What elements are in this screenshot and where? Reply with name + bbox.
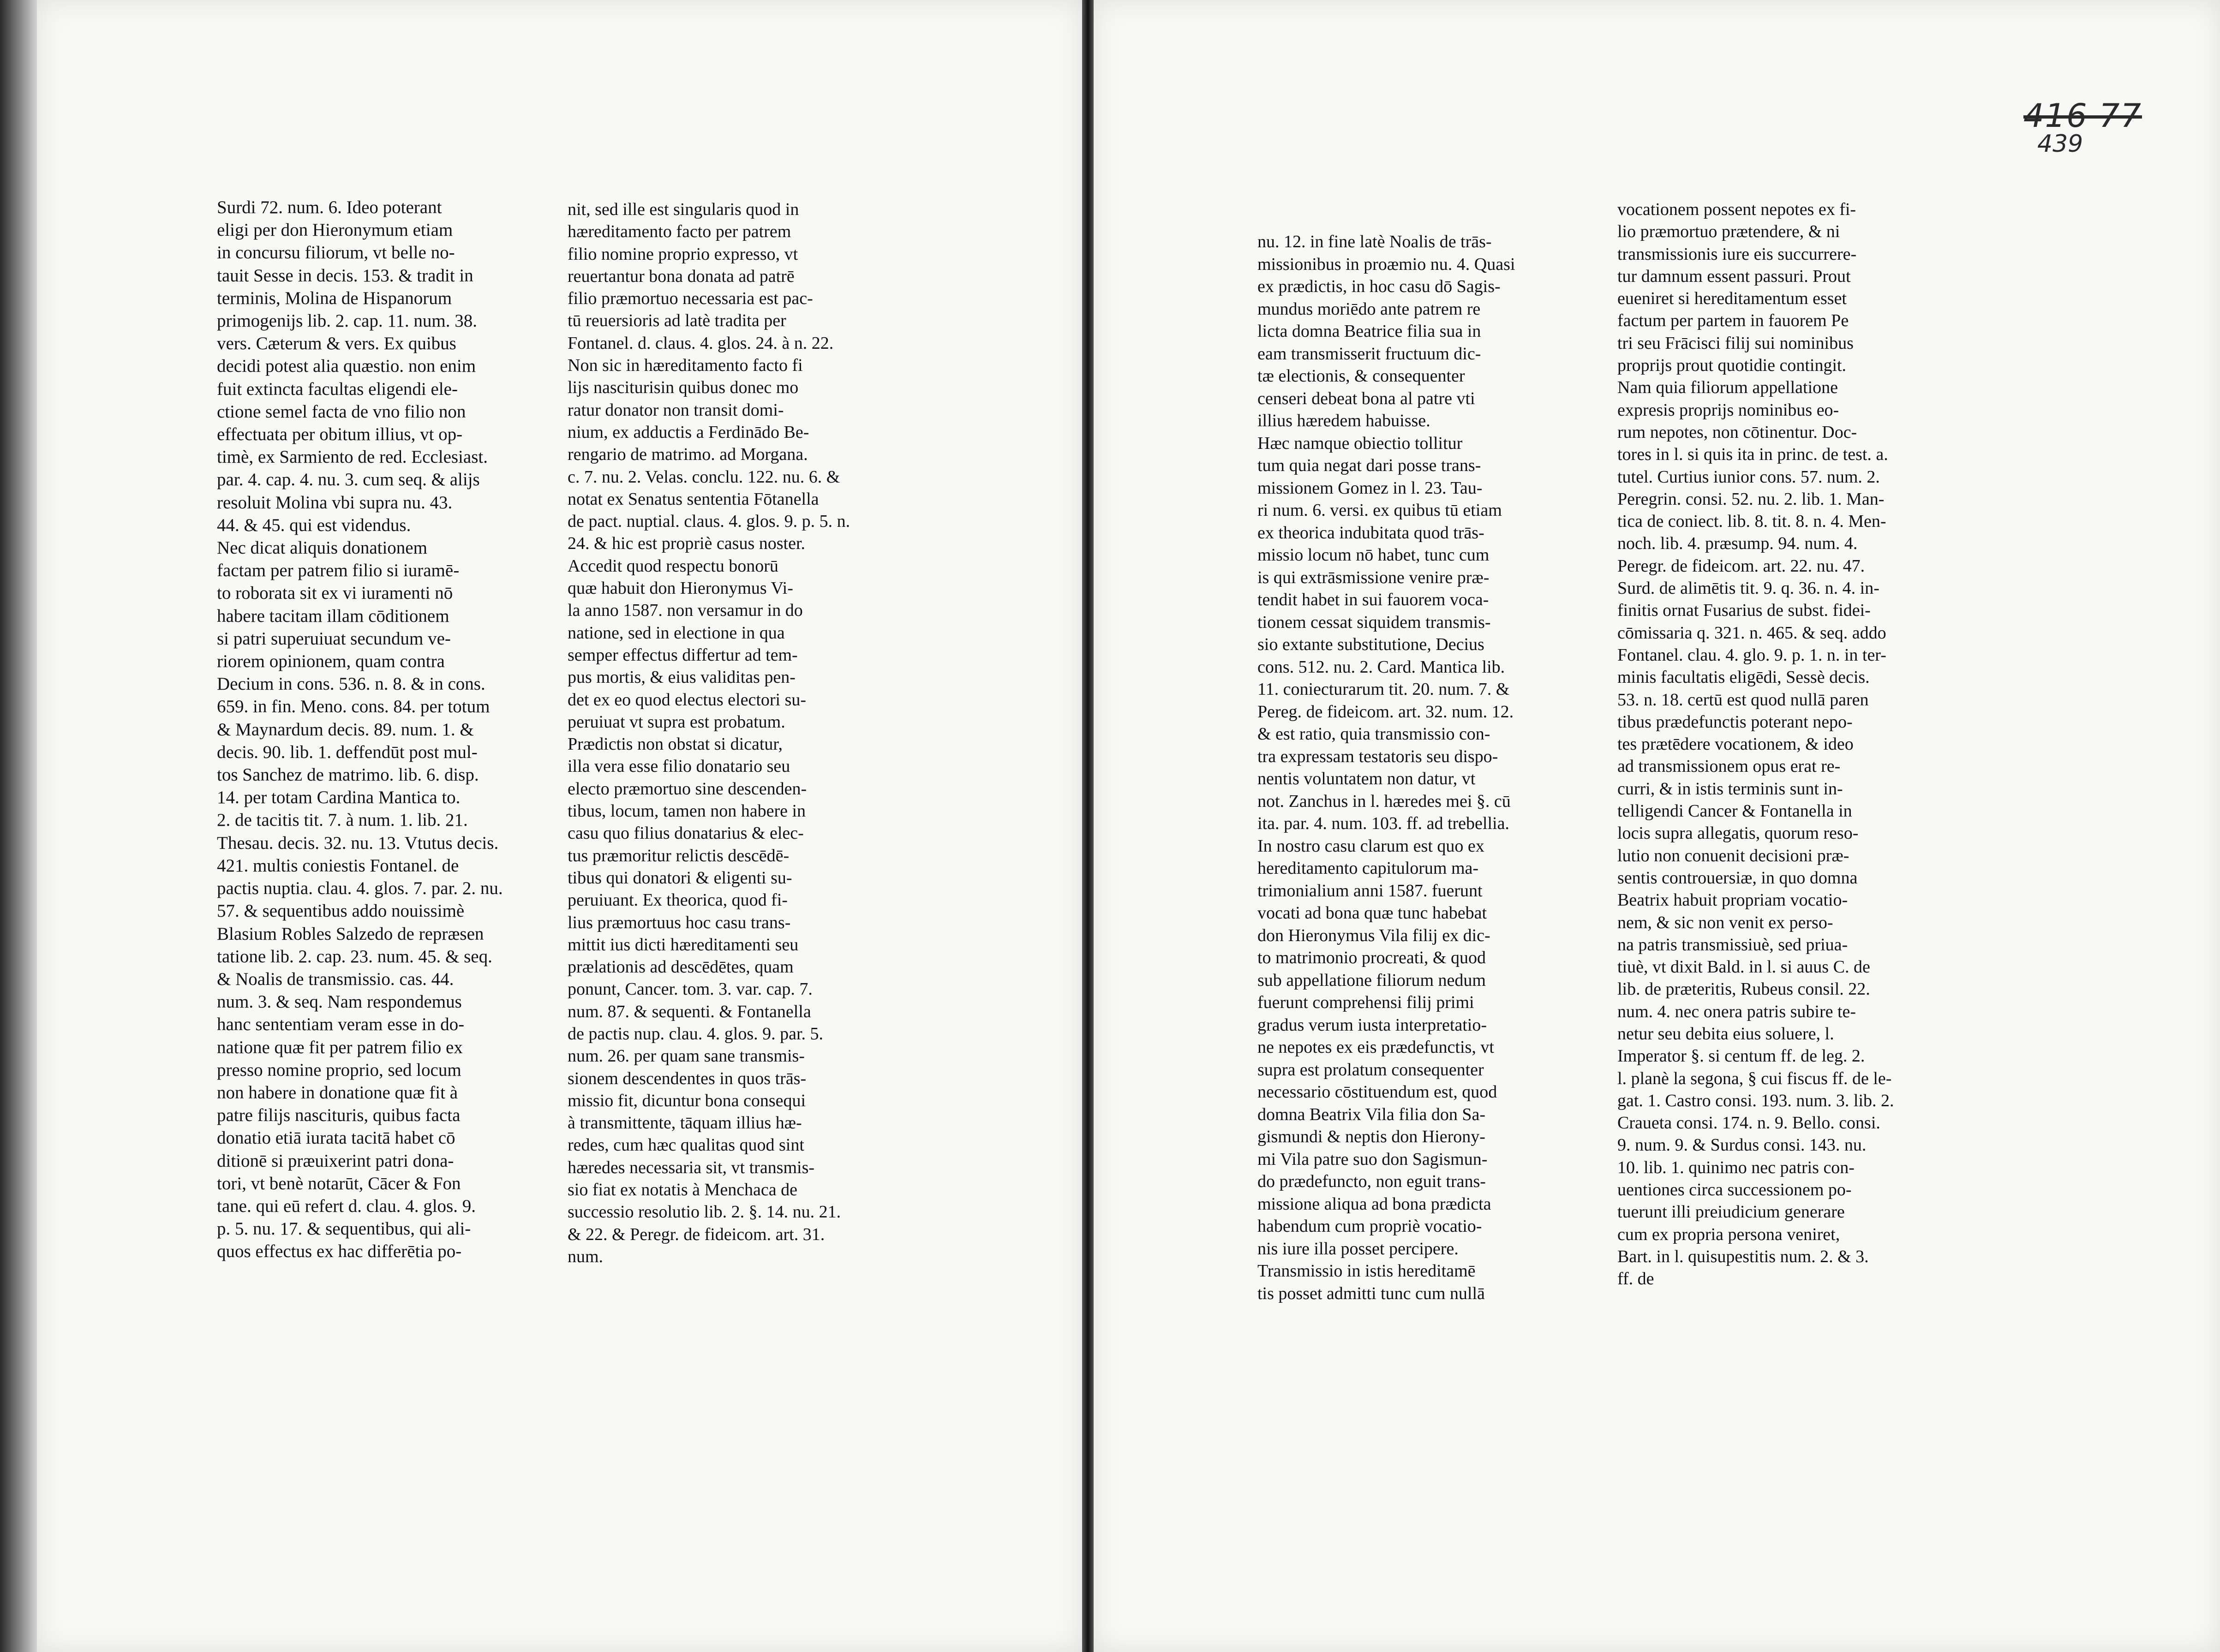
- text-line: hereditamento capitulorum ma-: [1257, 859, 1479, 878]
- text-line: Blasium Robles Salzedo de repræsen: [217, 924, 484, 944]
- text-line: num.: [568, 1246, 604, 1266]
- text-line: 44. & 45. qui est videndus.: [217, 515, 411, 535]
- text-line: notat ex Senatus sententia Fōtanella: [568, 489, 819, 509]
- text-line: de pactis nup. clau. 4. glos. 9. par. 5.: [568, 1024, 824, 1044]
- text-line: Beatrix habuit propriam vocatio-: [1617, 890, 1848, 910]
- text-line: mittit ius dicti hæreditamenti seu: [568, 935, 799, 954]
- text-line: sionem descendentes in quos trās-: [568, 1068, 807, 1088]
- text-line: par. 4. cap. 4. nu. 3. cum seq. & alijs: [217, 470, 480, 490]
- text-line: hæredes necessaria sit, vt transmis-: [568, 1157, 815, 1177]
- text-line: Prædictis non obstat si dicatur,: [568, 734, 783, 754]
- text-line: decis. 90. lib. 1. deffendūt post mul-: [217, 742, 478, 762]
- text-line: tum quia negat dari posse trans-: [1257, 456, 1481, 475]
- text-line: p. 5. nu. 17. & sequentibus, qui ali-: [217, 1219, 471, 1239]
- text-line: in concursu filiorum, vt belle no-: [217, 243, 455, 263]
- text-line: tæ electionis, & consequenter: [1257, 366, 1465, 386]
- text-line: de pact. nuptial. claus. 4. glos. 9. p. 5. n.: [568, 512, 850, 531]
- text-line: det ex eo quod electus electori su-: [568, 690, 807, 710]
- text-line: filio præmortuo necessaria est pac-: [568, 289, 813, 309]
- text-line: à transmittente, tāquam illius hæ-: [568, 1113, 802, 1133]
- text-line: habere tacitam illam cōditionem: [217, 606, 449, 626]
- text-line: domna Beatrix Vila filia don Sa-: [1257, 1104, 1486, 1124]
- text-line: tibus, locum, tamen non habere in: [568, 801, 806, 821]
- text-line: Peregrin. consi. 52. nu. 2. lib. 1. Man-: [1617, 489, 1885, 509]
- text-line: 53. n. 18. certū est quod nullā paren: [1617, 690, 1869, 710]
- folio-old-number: 416 77: [2023, 97, 2142, 135]
- text-line: lutio non conuenit decisioni præ-: [1617, 846, 1849, 865]
- text-line: riorem opinionem, quam contra: [217, 651, 445, 672]
- folio-new-number: 439: [2037, 130, 2083, 158]
- text-line: reuertantur bona donata ad patrē: [568, 266, 795, 286]
- text-line: tibus prædefunctis poterant nepo-: [1617, 712, 1853, 732]
- text-line: ne nepotes ex eis prædefunctis, vt: [1257, 1038, 1494, 1057]
- text-line: licta domna Beatrice filia sua in: [1257, 322, 1481, 341]
- text-line: timè, ex Sarmiento de red. Ecclesiast.: [217, 447, 488, 467]
- text-line: successio resolutio lib. 2. §. 14. nu. 21.: [568, 1202, 841, 1222]
- text-line: Surdi 72. num. 6. Ideo poterant: [217, 197, 442, 217]
- text-line: 2. de tacitis tit. 7. à num. 1. lib. 21.: [217, 810, 468, 830]
- text-line: rengario de matrimo. ad Morgana.: [568, 445, 808, 465]
- text-line: peruiuant. Ex theorica, quod fi-: [568, 890, 788, 910]
- text-line: casu quo filius donatarius & elec-: [568, 823, 804, 843]
- text-line: Surd. de alimētis tit. 9. q. 36. n. 4. in-: [1617, 578, 1879, 598]
- text-line: vocati ad bona quæ tunc habebat: [1257, 903, 1487, 923]
- text-line: peruiuat vt supra est probatum.: [568, 712, 785, 732]
- text-line: tutel. Curtius iunior cons. 57. num. 2.: [1617, 467, 1880, 487]
- text-line: tiuè, vt dixit Bald. in l. si auus C. de: [1617, 957, 1870, 977]
- text-line: Imperator §. si centum ff. de leg. 2.: [1617, 1046, 1865, 1066]
- text-line: prælationis ad descēdētes, quam: [568, 957, 794, 977]
- text-line: 57. & sequentibus addo nouissimè: [217, 901, 465, 921]
- text-line: na patris transmissiuè, sed priua-: [1617, 935, 1848, 954]
- text-line: tores in l. si quis ita in princ. de test. a.: [1617, 445, 1888, 465]
- text-line: num. 87. & sequenti. & Fontanella: [568, 1002, 811, 1021]
- text-line: missionibus in proæmio nu. 4. Quasi: [1257, 254, 1515, 274]
- text-line: nit, sed ille est singularis quod in: [568, 200, 799, 219]
- text-line: cōmissaria q. 321. n. 465. & seq. addo: [1617, 623, 1886, 643]
- text-line: Fontanel. d. claus. 4. glos. 24. à n. 22.: [568, 333, 834, 353]
- text-line: num. 3. & seq. Nam respondemus: [217, 992, 462, 1012]
- text-line: num. 4. nec onera patris subire te-: [1617, 1002, 1856, 1021]
- text-line: patre filijs nascituris, quibus facta: [217, 1105, 461, 1126]
- text-line: illa vera esse filio donatario seu: [568, 757, 790, 776]
- text-line: tis posset admitti tunc cum nullā: [1257, 1283, 1485, 1303]
- text-line: Bart. in l. quisupestitis num. 2. & 3.: [1617, 1246, 1869, 1266]
- text-line: quæ habuit don Hieronymus Vi-: [568, 578, 793, 598]
- text-line: mi Vila patre suo don Sagismun-: [1257, 1149, 1488, 1169]
- right-page-column-2: [1617, 198, 1959, 1290]
- text-line: decidi potest alia quæstio. non enim: [217, 356, 476, 376]
- text-line: nu. 12. in fine latè Noalis de trās-: [1257, 232, 1492, 251]
- text-line: eligi per don Hieronymum etiam: [217, 220, 453, 240]
- text-line: noch. lib. 4. præsump. 94. num. 4.: [1617, 534, 1858, 554]
- text-line: tionem cessat siquidem transmis-: [1257, 612, 1491, 632]
- text-line: ratur donator non transit domi-: [568, 400, 784, 420]
- text-line: nium, ex adductis a Ferdinādo Be-: [568, 422, 809, 442]
- text-line: presso nomine proprio, sed locum: [217, 1060, 461, 1080]
- text-line: missionem Gomez in l. 23. Tau-: [1257, 478, 1483, 498]
- text-line: tri seu Frācisci filij sui nominibus: [1617, 333, 1854, 353]
- text-line: semper effectus differtur ad tem-: [568, 645, 798, 665]
- text-line: vocationem possent nepotes ex fi-: [1617, 200, 1856, 219]
- text-line: cum ex propria persona veniret,: [1617, 1224, 1840, 1244]
- text-line: rum nepotes, non cōtinentur. Doc-: [1617, 422, 1857, 442]
- text-line: sio extante substitutione, Decius: [1257, 635, 1484, 654]
- text-line: 24. & hic est propriè casus noster.: [568, 534, 806, 554]
- text-line: nentis voluntatem non datur, vt: [1257, 769, 1476, 788]
- text-line: habendum cum propriè vocatio-: [1257, 1217, 1482, 1236]
- text-line: trimonialium anni 1587. fuerunt: [1257, 881, 1483, 901]
- text-line: & Noalis de transmissio. cas. 44.: [217, 969, 454, 989]
- folio-number: [2023, 97, 2142, 158]
- text-line: non habere in donatione quæ fit à: [217, 1082, 458, 1103]
- text-line: uentiones circa successionem po-: [1617, 1180, 1852, 1200]
- text-line: tra expressam testatoris seu dispo-: [1257, 746, 1498, 766]
- text-line: 14. per totam Cardina Mantica to.: [217, 787, 461, 808]
- text-line: to matrimonio procreati, & quod: [1257, 948, 1486, 967]
- left-page-column-1: [217, 196, 568, 1263]
- text-line: ditionē si præuixerint patri dona-: [217, 1151, 454, 1171]
- text-line: hæreditamento facto per patrem: [568, 222, 791, 242]
- text-line: effectuata per obitum illius, vt op-: [217, 424, 463, 445]
- text-line: natione, sed in electione in qua: [568, 623, 785, 643]
- text-line: & est ratio, quia transmissio con-: [1257, 724, 1490, 744]
- text-line: minis facultatis eligēdi, Sessè decis.: [1617, 668, 1870, 687]
- text-line: donatio etiā iurata tacitā habet cō: [217, 1128, 455, 1148]
- text-line: pactis nuptia. clau. 4. glos. 7. par. 2. nu.: [217, 878, 503, 899]
- text-line: ponunt, Cancer. tom. 3. var. cap. 7.: [568, 979, 813, 999]
- text-line: tica de coniect. lib. 8. tit. 8. n. 4. Men-: [1617, 512, 1886, 531]
- text-line: 421. multis coniestis Fontanel. de: [217, 855, 459, 876]
- text-line: fuerunt comprehensi filij primi: [1257, 993, 1474, 1012]
- text-line: locis supra allegatis, quorum reso-: [1617, 823, 1859, 843]
- text-line: don Hieronymus Vila filij ex dic-: [1257, 925, 1490, 945]
- text-line: lio præmortuo prætendere, & ni: [1617, 222, 1840, 242]
- left-page-column-2: [568, 198, 914, 1268]
- text-line: natione quæ fit per patrem filio ex: [217, 1037, 463, 1057]
- text-line: ex prædictis, in hoc casu dō Sagis-: [1257, 277, 1501, 296]
- text-line: Fontanel. clau. 4. glo. 9. p. 1. n. in ter-: [1617, 645, 1886, 665]
- text-line: do prædefuncto, non eguit trans-: [1257, 1172, 1486, 1191]
- text-line: sub appellatione filiorum nedum: [1257, 970, 1486, 990]
- text-line: supra est prolatum consequenter: [1257, 1060, 1484, 1079]
- text-line: vers. Cæterum & vers. Ex quibus: [217, 334, 456, 354]
- text-line: lius præmortuus hoc casu trans-: [568, 912, 791, 932]
- text-line: proprijs prout quotidie contingit.: [1617, 356, 1847, 376]
- text-line: primogenijs lib. 2. cap. 11. num. 38.: [217, 311, 477, 331]
- text-line: is qui extrāsmissione venire præ-: [1257, 567, 1490, 587]
- text-line: ad transmissionem opus erat re-: [1617, 757, 1841, 776]
- right-page-column-1: [1257, 231, 1599, 1305]
- text-line: tibus qui donatori & eligenti su-: [568, 868, 792, 888]
- text-line: hanc sententiam veram esse in do-: [217, 1014, 465, 1035]
- text-line: eam transmisserit fructuum dic-: [1257, 344, 1481, 364]
- text-line: not. Zanchus in l. hæredes mei §. cū: [1257, 791, 1511, 811]
- text-line: factum per partem in fauorem Pe: [1617, 311, 1849, 331]
- text-line: filio nomine proprio expresso, vt: [568, 244, 798, 264]
- text-line: expresis proprijs nominibus eo-: [1617, 400, 1839, 420]
- text-line: Nec dicat aliquis donationem: [217, 538, 427, 558]
- book-gutter: [1082, 0, 1094, 1652]
- text-line: telligendi Cancer & Fontanella in: [1617, 801, 1852, 821]
- text-line: factam per patrem filio si iuramē-: [217, 561, 460, 581]
- text-line: gradus verum iusta interpretatio-: [1257, 1015, 1487, 1035]
- text-line: netur seu debita eius soluere, l.: [1617, 1024, 1834, 1044]
- text-line: & 22. & Peregr. de fideicom. art. 31.: [568, 1224, 825, 1244]
- text-line: pus mortis, & eius validitas pen-: [568, 668, 796, 687]
- text-line: missione aliqua ad bona prædicta: [1257, 1194, 1491, 1214]
- text-line: num. 26. per quam sane transmis-: [568, 1046, 805, 1066]
- text-line: to roborata sit ex vi iuramenti nō: [217, 583, 453, 603]
- text-line: tane. qui eū refert d. clau. 4. glos. 9.: [217, 1196, 476, 1216]
- text-line: lib. de præteritis, Rubeus consil. 22.: [1617, 979, 1870, 999]
- text-line: eueniret si hereditamentum esset: [1617, 289, 1847, 309]
- text-line: ff. de: [1617, 1269, 1654, 1289]
- text-line: l. planè la segona, § cui fiscus ff. de le-: [1617, 1068, 1892, 1088]
- text-line: ita. par. 4. num. 103. ff. ad trebellia.: [1257, 814, 1509, 833]
- text-line: Transmissio in istis hereditamē: [1257, 1261, 1476, 1281]
- text-line: Thesau. decis. 32. nu. 13. Vtutus decis.: [217, 833, 499, 853]
- text-line: 10. lib. 1. quinimo nec patris con-: [1617, 1157, 1855, 1177]
- text-line: redes, cum hæc qualitas quod sint: [568, 1135, 804, 1155]
- text-line: 11. coniecturarum tit. 20. num. 7. &: [1257, 680, 1510, 699]
- text-line: Non sic in hæreditamento facto fi: [568, 356, 803, 376]
- text-line: tos Sanchez de matrimo. lib. 6. disp.: [217, 765, 479, 785]
- text-line: tus præmoritur relictis descēdē-: [568, 846, 790, 865]
- text-line: tur damnum essent passuri. Prout: [1617, 266, 1851, 286]
- text-line: missio fit, dicuntur bona consequi: [568, 1091, 806, 1110]
- text-line: Peregr. de fideicom. art. 22. nu. 47.: [1617, 556, 1865, 576]
- text-line: Decium in cons. 536. n. 8. & in cons.: [217, 674, 485, 694]
- text-line: electo præmortuo sine descenden-: [568, 779, 807, 799]
- text-line: resoluit Molina vbi supra nu. 43.: [217, 492, 453, 513]
- text-line: sentis controuersiæ, in quo domna: [1617, 868, 1858, 888]
- text-line: ex theorica indubitata quod trās-: [1257, 523, 1484, 543]
- text-line: Pereg. de fideicom. art. 32. num. 12.: [1257, 702, 1514, 722]
- text-line: 9. num. 9. & Surdus consi. 143. nu.: [1617, 1135, 1867, 1155]
- text-line: & Maynardum decis. 89. num. 1. &: [217, 719, 474, 740]
- text-line: tendit habet in sui fauorem voca-: [1257, 590, 1489, 609]
- text-line: tori, vt benè notarūt, Cācer & Fon: [217, 1173, 461, 1193]
- text-line: sio fiat ex notatis à Menchaca de: [568, 1180, 798, 1200]
- text-line: Accedit quod respectu bonorū: [568, 556, 778, 576]
- text-line: nem, & sic non venit ex perso-: [1617, 912, 1833, 932]
- text-line: mundus moriēdo ante patrem re: [1257, 299, 1481, 319]
- text-line: cons. 512. nu. 2. Card. Mantica lib.: [1257, 657, 1505, 677]
- text-line: nis iure illa posset percipere.: [1257, 1239, 1459, 1258]
- text-line: necessario cōstituendum est, quod: [1257, 1082, 1497, 1102]
- text-line: gat. 1. Castro consi. 193. num. 3. lib. 2.: [1617, 1091, 1894, 1110]
- text-line: c. 7. nu. 2. Velas. conclu. 122. nu. 6. &: [568, 467, 840, 487]
- text-line: la anno 1587. non versamur in do: [568, 601, 803, 620]
- text-line: ctione semel facta de vno filio non: [217, 401, 466, 422]
- text-line: finitis ornat Fusarius de subst. fidei-: [1617, 601, 1871, 620]
- text-line: 659. in fin. Meno. cons. 84. per totum: [217, 697, 490, 717]
- text-line: Craueta consi. 174. n. 9. Bello. consi.: [1617, 1113, 1880, 1133]
- text-line: fuit extincta facultas eligendi ele-: [217, 379, 458, 399]
- text-line: terminis, Molina de Hispanorum: [217, 288, 452, 308]
- text-line: tatione lib. 2. cap. 23. num. 45. & seq.: [217, 946, 492, 966]
- text-line: ri num. 6. versi. ex quibus tū etiam: [1257, 501, 1502, 520]
- text-line: si patri superuiuat secundum ve-: [217, 628, 451, 649]
- text-line: censeri debeat bona al patre vti: [1257, 388, 1475, 408]
- text-line: transmissionis iure eis succurrere-: [1617, 244, 1857, 264]
- text-line: tuerunt illi preiudicium generare: [1617, 1202, 1845, 1222]
- text-line: illius hæredem habuisse.: [1257, 411, 1430, 430]
- text-line: curri, & in istis terminis sunt in-: [1617, 779, 1843, 799]
- text-line: missio locum nō habet, tunc cum: [1257, 545, 1490, 565]
- text-line: tauit Sesse in decis. 153. & tradit in: [217, 265, 473, 286]
- text-line: tū reuersioris ad latè tradita per: [568, 311, 786, 331]
- text-line: Nam quia filiorum appellatione: [1617, 378, 1838, 398]
- text-line: Hæc namque obiectio tollitur: [1257, 433, 1463, 453]
- text-line: lijs nasciturisin quibus donec mo: [568, 378, 799, 398]
- text-line: tes prætēdere vocationem, & ideo: [1617, 734, 1854, 754]
- text-line: In nostro casu clarum est quo ex: [1257, 836, 1484, 856]
- text-line: quos effectus ex hac differētia po-: [217, 1241, 462, 1262]
- text-line: gismundi & neptis don Hierony-: [1257, 1127, 1485, 1146]
